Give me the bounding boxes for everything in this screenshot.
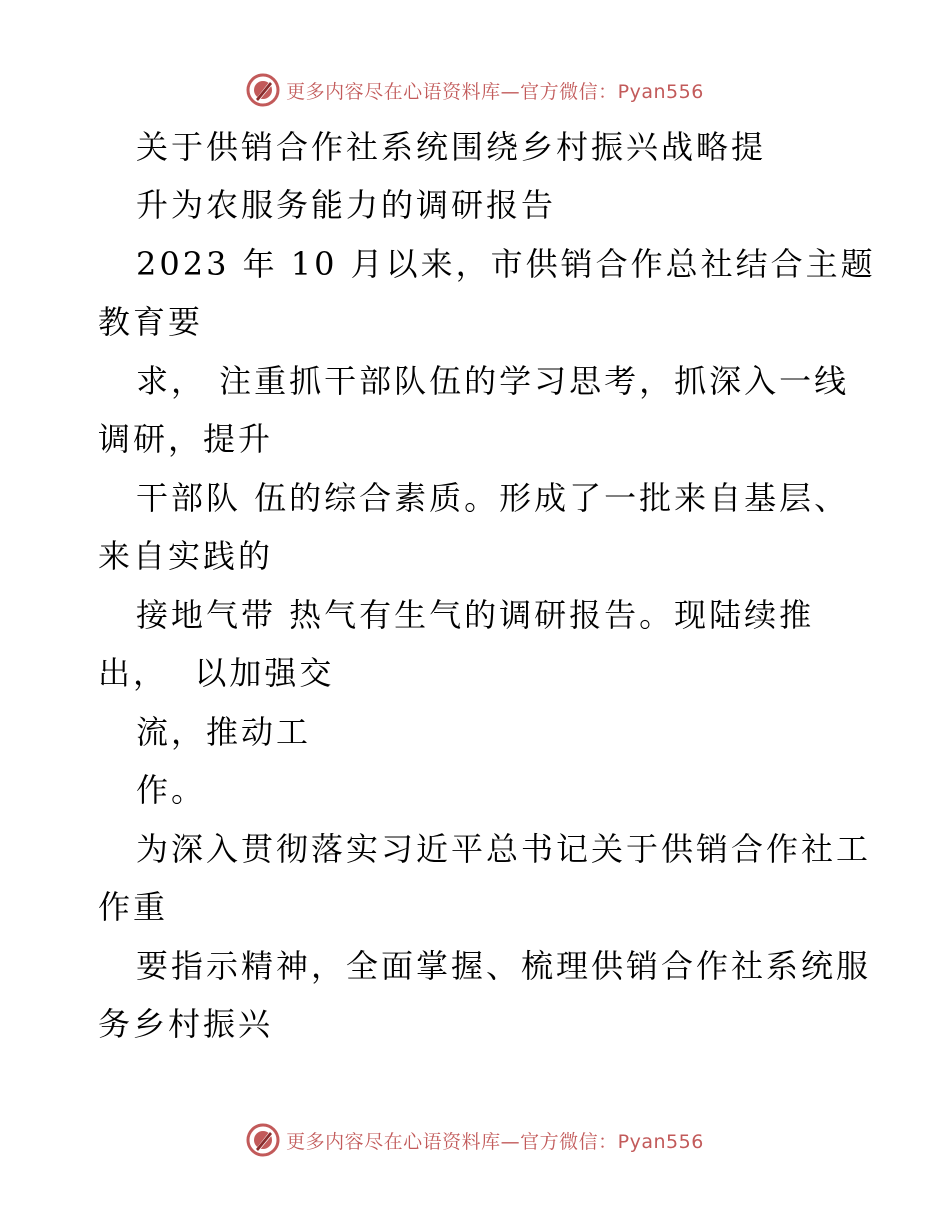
body-line: 教育要: [98, 303, 204, 341]
body-line: 为深入贯彻落实习近平总书记关于供销合作社工: [136, 830, 872, 868]
body-line: 干部队 伍的综合素质。形成了一批来自基层、: [136, 479, 850, 517]
body-line: 接地气带 热气有生气的调研报告。现陆续推: [136, 596, 815, 634]
body-line: 升为农服务能力的调研报告: [136, 186, 557, 224]
watermark-header: [0, 70, 950, 110]
body-line: 作重: [98, 888, 169, 926]
body-line: 要指示精神，全面掌握、梳理供销合作社系统服: [136, 947, 872, 985]
watermark-footer: [0, 1120, 950, 1160]
pen-logo-icon: [246, 73, 280, 107]
body-line: 出， 以加强交: [98, 654, 335, 692]
body-line: 务乡村振兴: [98, 1005, 274, 1043]
body-line: 2023 年 10 月以来，市供销合作总社结合主题: [136, 245, 876, 283]
body-line: 调研，提升: [98, 420, 274, 458]
body-line: 求， 注重抓干部队伍的学习思考，抓深入一线: [136, 362, 850, 400]
watermark-text: 更多内容尽在心语资料库—官方微信：Pyan556: [286, 1130, 704, 1153]
pen-logo-icon: [246, 1123, 280, 1157]
body-line: 流，推动工: [136, 713, 312, 751]
body-line: 作。: [136, 771, 207, 809]
body-line: 来自实践的: [98, 537, 274, 575]
watermark-text: 更多内容尽在心语资料库—官方微信：Pyan556: [286, 80, 704, 103]
body-line: 关于供销合作社系统围绕乡村振兴战略提: [136, 128, 767, 166]
